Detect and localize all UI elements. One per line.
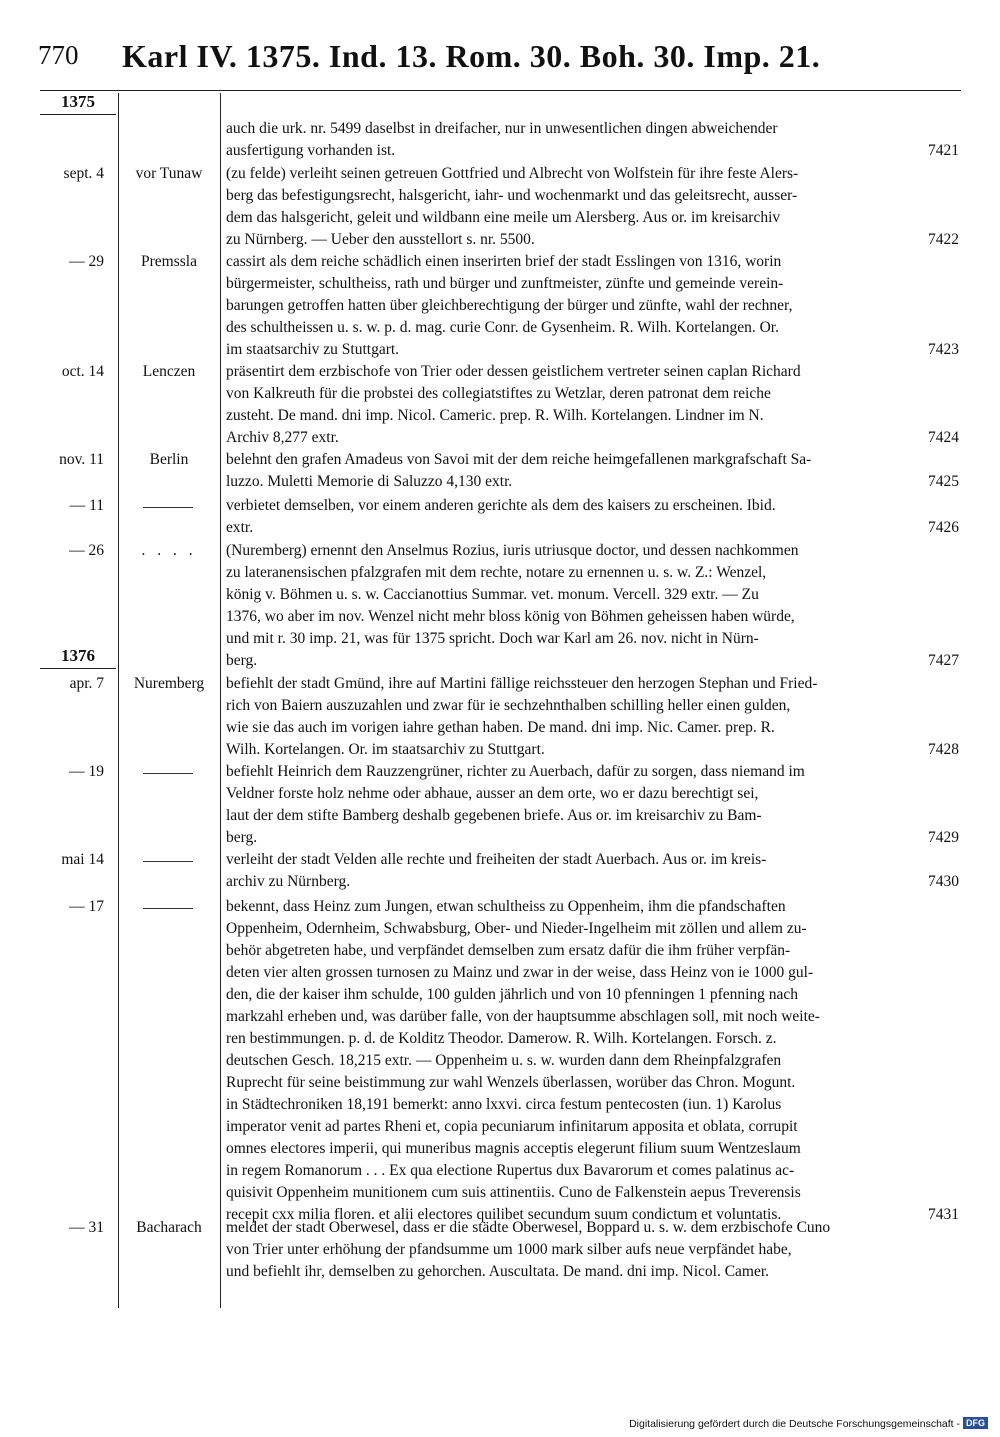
entry-place: Bacharach (136, 1219, 202, 1236)
entry-text (226, 849, 959, 893)
text-line (226, 783, 959, 805)
text-line (226, 739, 959, 761)
text-line (226, 695, 959, 717)
line-text: markzahl erheben und, was darüber falle, von der hauptsumme abschlagen soll, mit noch weite- (226, 1008, 820, 1025)
text-line (226, 1217, 959, 1239)
entry-number: 7431 (928, 1206, 959, 1223)
line-text: und befiehlt ihr, demselben zu gehorchen. Auscultata. De mand. dni imp. Nicol. Camer. (226, 1263, 770, 1280)
line-text: berg das befestigungsrecht, halsgericht, iahr- und wochenmarkt und das geleitsrecht, ausser- (226, 187, 798, 204)
running-title: Karl IV. 1375. Ind. 13. Rom. 30. Boh. 30. Imp. 21. (122, 38, 821, 74)
line-text: Oppenheim, Odernheim, Schwabsburg, Ober- und Nieder-Ingelheim mit zöllen und allem zu- (226, 920, 807, 937)
text-line (226, 361, 959, 383)
text-line (226, 273, 959, 295)
text-line (226, 229, 959, 251)
entry-text (226, 361, 959, 449)
text-line (226, 1116, 959, 1138)
entry-number: 7428 (928, 741, 959, 758)
line-text: des schultheissen u. s. w. p. d. mag. curie Conr. de Gysenheim. R. Wilh. Kortelangen. Or. (226, 319, 779, 336)
column-rule-place (220, 93, 221, 1308)
line-text: im staatsarchiv zu Stuttgart. (226, 341, 400, 358)
text-line (226, 562, 959, 584)
entry-text (226, 540, 959, 672)
text-line (226, 606, 959, 628)
text-line (226, 317, 959, 339)
entry-date: sept. 4 (63, 165, 104, 182)
page-header (38, 38, 968, 78)
line-text: ren bestimmungen. p. d. de Kolditz Theodor. Damerow. R. Wilh. Kortelangen. Forsch. z. (226, 1030, 777, 1047)
entry-number: 7426 (928, 519, 959, 536)
line-text: belehnt den grafen Amadeus von Savoi mit der dem reiche heimgefallenen markgrafschaft Sa- (226, 451, 812, 468)
text-line (226, 896, 959, 918)
line-text: und mit r. 30 imp. 21, was für 1375 spricht. Doch war Karl am 26. nov. nicht in Nürn- (226, 630, 759, 647)
entry-text (226, 761, 959, 849)
entry-date: — 26 (69, 542, 104, 559)
entry-place: . . . . (141, 542, 197, 559)
text-line (226, 1028, 959, 1050)
entry-date: — 29 (69, 253, 104, 270)
same-place-dash (143, 773, 193, 774)
line-text: imperator venit ad partes Rheni et, copia pecuniarum infinitarum apposita et oblata, corrupit (226, 1118, 798, 1135)
text-line (226, 118, 959, 140)
line-text: (zu felde) verleiht seinen getreuen Gottfried und Albrecht von Wolfstein für ihre feste Alers- (226, 165, 799, 182)
year-heading: 1375 (61, 92, 95, 111)
line-text: cassirt als dem reiche schädlich einen inserirten brief der stadt Esslingen von 1316, worin (226, 253, 782, 270)
text-line (226, 827, 959, 849)
text-line (226, 495, 959, 517)
line-text: 1376, wo aber im nov. Wenzel nicht mehr bloss könig von Böhmen geheissen haben würde, (226, 608, 795, 625)
year-rule (40, 668, 116, 669)
line-text: Wilh. Kortelangen. Or. im staatsarchiv zu Stuttgart. (226, 741, 545, 758)
entry-text (226, 251, 959, 361)
text-line (226, 805, 959, 827)
entry-text (226, 163, 959, 251)
line-text: zu Nürnberg. — Ueber den ausstellort s. nr. 5500. (226, 231, 535, 248)
line-text: könig v. Böhmen u. s. w. Caccianottius Summar. vet. monum. Vercell. 329 extr. — Zu (226, 586, 759, 603)
text-line (226, 650, 959, 672)
footer-text: Digitalisierung gefördert durch die Deutsche Forschungsgemeinschaft - (629, 1418, 960, 1430)
line-text: auch die urk. nr. 5499 daselbst in dreifacher, nur in unwesentlichen dingen abweichender (226, 120, 778, 137)
entry-text (226, 673, 959, 761)
entry-number: 7427 (928, 652, 959, 669)
line-text: bekennt, dass Heinz zum Jungen, etwan schultheiss zu Oppenheim, ihm die pfandschaften (226, 898, 786, 915)
line-text: berg. (226, 652, 258, 669)
year-rule (40, 114, 116, 115)
entry-text (226, 896, 959, 1226)
text-line (226, 140, 959, 162)
line-text: in Städtechroniken 18,191 bemerkt: anno lxxvi. circa festum pentecosten (iun. 1) Karolus (226, 1096, 782, 1113)
text-line (226, 405, 959, 427)
entry-text (226, 495, 959, 539)
text-line (226, 471, 959, 493)
text-line (226, 383, 959, 405)
text-line (226, 449, 959, 471)
text-line (226, 584, 959, 606)
text-line (226, 251, 959, 273)
same-place-dash (143, 507, 193, 508)
entry-number: 7425 (928, 473, 959, 490)
entry-date: apr. 7 (69, 675, 104, 692)
entry-text (226, 1217, 959, 1283)
line-text: Archiv 8,277 extr. (226, 429, 339, 446)
entry-number: 7430 (928, 873, 959, 890)
text-line (226, 1006, 959, 1028)
line-text: bürgermeister, schultheiss, rath und bürger und zunftmeister, zünfte und gemeinde verein- (226, 275, 784, 292)
header-rule (40, 90, 961, 91)
entry-place: Nuremberg (133, 675, 205, 692)
entry-date: oct. 14 (61, 363, 104, 380)
entry-number: 7429 (928, 829, 959, 846)
text-line (226, 207, 959, 229)
line-text: recepit cxx milia floren. et alii electores quilibet secundum suum condictum et voluntatis. (226, 1206, 782, 1223)
text-line (226, 1160, 959, 1182)
text-line (226, 1072, 959, 1094)
text-line (226, 1239, 959, 1261)
text-line (226, 163, 959, 185)
line-text: omnes electores imperii, qui muneribus magnis acceptis elegerunt filium suum Wentzeslaum (226, 1140, 801, 1157)
line-text: in regem Romanorum . . . Ex qua electione Rupertus dux Bavarorum et comes palatinus ac- (226, 1162, 795, 1179)
text-line (226, 871, 959, 893)
text-line (226, 1261, 959, 1283)
text-line (226, 517, 959, 539)
text-line (226, 540, 959, 562)
line-text: zusteht. De mand. dni imp. Nicol. Cameric. prep. R. Wilh. Kortelangen. Lindner im N. (226, 407, 764, 424)
entry-number: 7424 (928, 429, 959, 446)
line-text: befiehlt der stadt Gmünd, ihre auf Martini fällige reichssteuer den herzogen Stephan und Fried- (226, 675, 818, 692)
text-line (226, 673, 959, 695)
line-text: meldet der stadt Oberwesel, dass er die städte Oberwesel, Boppard u. s. w. dem erzbischofe Cuno (226, 1219, 831, 1236)
text-line (226, 849, 959, 871)
text-line (226, 984, 959, 1006)
text-line (226, 427, 959, 449)
text-line (226, 628, 959, 650)
line-text: befiehlt Heinrich dem Rauzzengrüner, richter zu Auerbach, dafür zu sorgen, dass niemand im (226, 763, 805, 780)
text-line (226, 1050, 959, 1072)
line-text: behör abgetreten habe, und verpfändet demselben zum ersatz dafür die ihm früher verpfän- (226, 942, 791, 959)
line-text: zu lateranensischen pfalzgrafen mit dem rechte, notare zu ernennen u. s. w. Z.: Wenzel, (226, 564, 767, 581)
line-text: von Kalkreuth für die probstei des collegiatstiftes zu Wetzlar, deren patronat dem reiche (226, 385, 771, 402)
line-text: archiv zu Nürnberg. (226, 873, 351, 890)
text-line (226, 918, 959, 940)
line-text: verbietet demselben, vor einem anderen gerichte als dem des kaisers zu erscheinen. Ibid. (226, 497, 776, 514)
entry-text (226, 118, 959, 162)
entry-text (226, 449, 959, 493)
line-text: dem das halsgericht, geleit und wildbann eine meile um Alersberg. Aus or. im kreisarchiv (226, 209, 781, 226)
text-line (226, 339, 959, 361)
text-line (226, 761, 959, 783)
entry-number: 7421 (928, 142, 959, 159)
text-line (226, 717, 959, 739)
line-text: verleiht der stadt Velden alle rechte und freiheiten der stadt Auerbach. Aus or. im kreis- (226, 851, 767, 868)
entry-place: Berlin (149, 451, 189, 468)
entry-number: 7423 (928, 341, 959, 358)
line-text: den, die der kaiser ihm schulde, 100 gulden jährlich und von 10 pfenningen 1 pfenning nach (226, 986, 799, 1003)
entry-place: Lenczen (142, 363, 196, 380)
line-text: von Trier unter erhöhung der pfandsumme um 1000 mark silber aufs neue verpfändet habe, (226, 1241, 792, 1258)
line-text: deten vier alten grossen turnosen zu Mainz und zwar in der weise, dass Heinz von ie 1000 gul- (226, 964, 814, 981)
entry-date: — 11 (69, 497, 104, 514)
line-text: quisivit Oppenheim munitionem cum suis attinentiis. Cuno de Falkenstein aepus Treverensis (226, 1184, 801, 1201)
dfg-logo: DFG (963, 1417, 988, 1429)
entry-place: vor Tunaw (135, 165, 203, 182)
line-text: Ruprecht für seine beistimmung zur wahl Wenzels überlassen, worüber das Chron. Mogunt. (226, 1074, 796, 1091)
line-text: luzzo. Muletti Memorie di Saluzzo 4,130 extr. (226, 473, 513, 490)
text-line (226, 962, 959, 984)
entry-date: — 17 (69, 898, 104, 915)
footer-credit (629, 1417, 988, 1430)
text-line (226, 1182, 959, 1204)
line-text: präsentirt dem erzbischofe von Trier oder dessen geistlichem vertreter seinen caplan Richard (226, 363, 801, 380)
page-number: 770 (38, 40, 79, 70)
entry-number: 7422 (928, 231, 959, 248)
text-line (226, 185, 959, 207)
entry-date: nov. 11 (59, 451, 104, 468)
line-text: berg. (226, 829, 258, 846)
text-line (226, 295, 959, 317)
line-text: rich von Baiern auszuzahlen und zwar für ie sechzehnthalben schilling heller einen gulden, (226, 697, 791, 714)
entry-date: — 31 (69, 1219, 104, 1236)
same-place-dash (143, 861, 193, 862)
line-text: wie sie das auch im vorigen iahre gethan haben. De mand. dni imp. Nic. Camer. prep. R. (226, 719, 775, 736)
same-place-dash (143, 908, 193, 909)
year-heading: 1376 (61, 646, 95, 665)
text-line (226, 1094, 959, 1116)
line-text: barungen getroffen hatten über gleichberechtigung der bürger und zünfte, wahl der rechner, (226, 297, 793, 314)
text-line (226, 1138, 959, 1160)
text-line (226, 940, 959, 962)
entry-date: — 19 (69, 763, 104, 780)
line-text: laut der dem stifte Bamberg deshalb gegebenen briefe. Aus or. im kreisarchiv zu Bam- (226, 807, 762, 824)
entry-date: mai 14 (61, 851, 104, 868)
entry-place: Premssla (141, 253, 197, 270)
column-rule-date (118, 93, 119, 1308)
line-text: (Nuremberg) ernennt den Anselmus Rozius, iuris utriusque doctor, und dessen nachkommen (226, 542, 799, 559)
line-text: ausfertigung vorhanden ist. (226, 142, 396, 159)
line-text: extr. (226, 519, 254, 536)
line-text: Veldner forste holz nehme oder abhaue, ausser an dem orte, wo er dazu berechtigt sei, (226, 785, 759, 802)
line-text: deutschen Gesch. 18,215 extr. — Oppenheim u. s. w. wurden dann dem Rheinpfalzgrafen (226, 1052, 782, 1069)
